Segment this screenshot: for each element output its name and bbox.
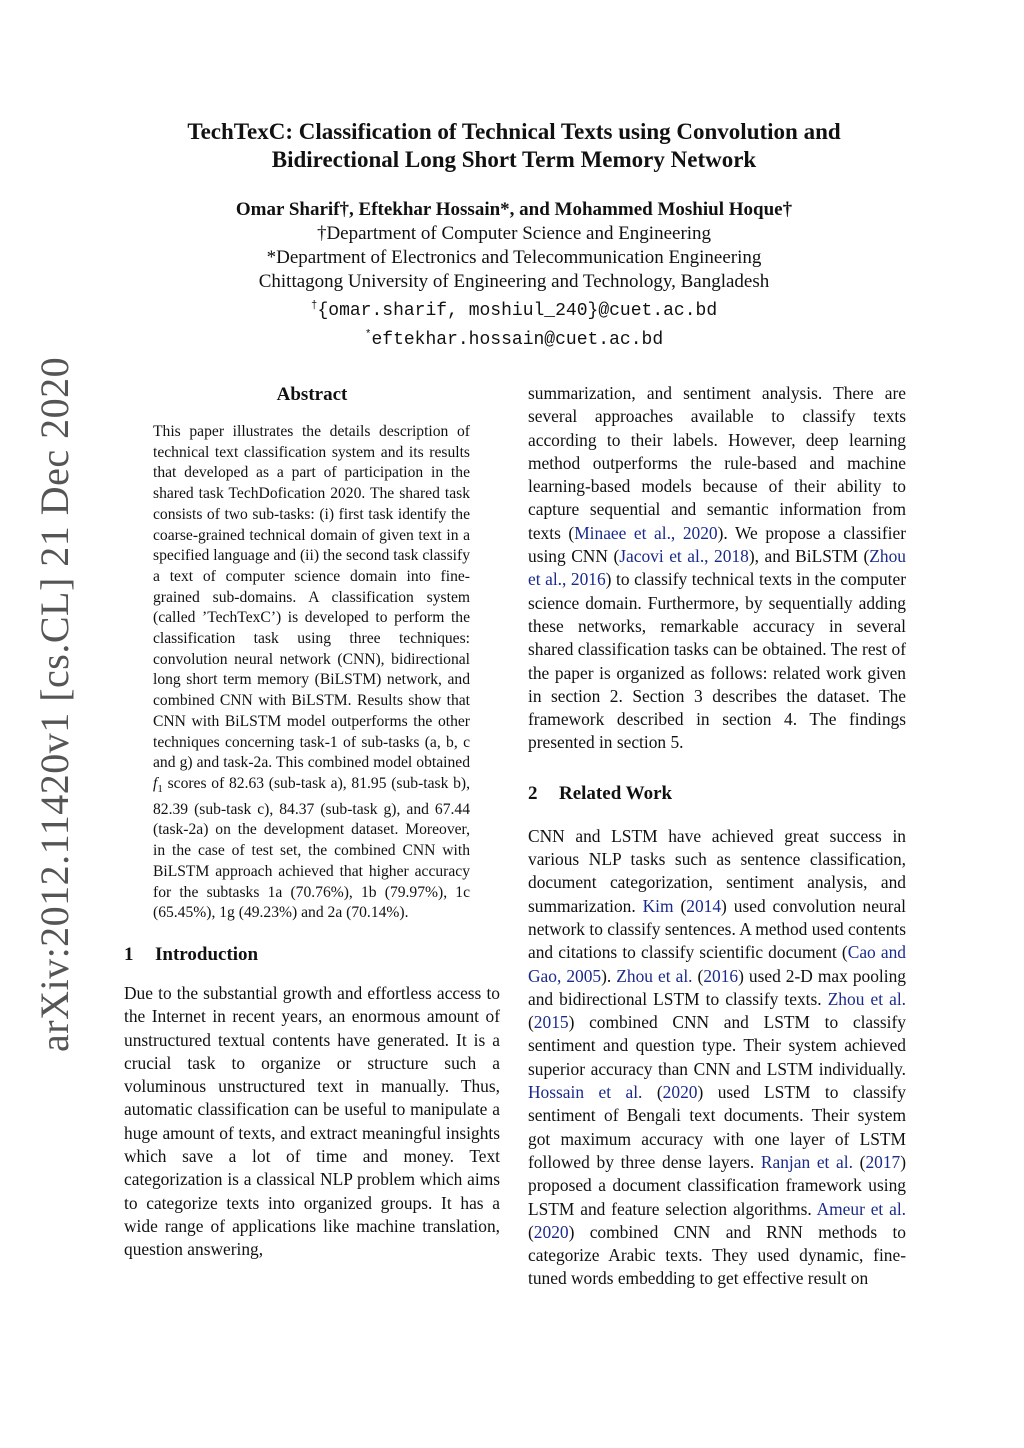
citation-year-link[interactable]: 2015 <box>533 1012 569 1033</box>
text-run: summarization, and sentiment analysis. There are several approaches available to classify texts according to their labels. However, deep learning method outperforms the rule-based and machine learning-based models because of their ability to capture sequential and semantic information from texts ( <box>528 383 906 543</box>
introduction-paragraph: Due to the substantial growth and effortless access to the Internet in recent years, an enormous amount of unstructured textual contents have generated. It is a crucial task to organize or structure such a voluminous unstructured text in manually. Thus, automatic classification can be useful to manipulate a huge amount of texts, and extract meaningful insights which save a lot of time and money. Text categorization is a classical NLP problem which aims to categorize texts into organized groups. It has a wide range of applications like machine translation, question answering, <box>124 982 500 1260</box>
citation-link[interactable]: Minaee et al., 2020 <box>574 522 718 543</box>
abstract-heading: Abstract <box>276 384 348 405</box>
author-names: Omar Sharif†, Eftekhar Hossain*, and Mohammed Moshiul Hoque† <box>235 199 793 220</box>
text-run: CNN and LSTM have achieved great success in various NLP tasks such as sentence classification, document categorization, sentiment analysis, and summarization. <box>528 825 906 916</box>
email-line <box>120 323 908 352</box>
affiliation-line: Chittagong University of Engineering and Technology, Bangladesh <box>258 271 770 292</box>
abstract-text-part: This paper illustrates the details description of technical text classification system and its results that developed as a part of participation in the shared task TechDofication 2020. The shared task consists of two sub-tasks: (i) first task identify the coarse-grained technical domain of given text in a specified language and (ii) the second task classify a text of computer science domain into fine-grained sub-domains. A classification system (called ’TechTexC’) is developed to perform the classification task using three techniques: convolution neural network (CNN), bidirectional long short term memory (BiLSTM) network, and combined CNN with BiLSTM. Results show that CNN with BiLSTM model outperforms the other techniques concerning task-1 of sub-tasks (a, b, c and g) and task-2a. This combined model obtained <box>153 423 470 772</box>
citation-year-link[interactable]: 2016 <box>703 965 739 986</box>
author-block <box>120 198 908 352</box>
citation-link[interactable]: Ameur et al. <box>816 1198 907 1219</box>
citation-link[interactable]: Hossain et al. <box>528 1082 643 1103</box>
affiliation-line: *Department of Electronics and Telecommunication Engineering <box>266 247 762 268</box>
section-heading-related-work <box>528 781 906 807</box>
section-number: 2 <box>528 782 538 804</box>
text-run: ). We propose a classifier using CNN ( <box>528 522 906 567</box>
introduction-continued <box>528 382 906 755</box>
section-heading-introduction <box>124 942 500 968</box>
email-mark: † <box>310 300 318 312</box>
f1-symbol <box>153 774 163 796</box>
email-mark: * <box>364 329 372 341</box>
text-run: ), and BiLSTM ( <box>748 546 870 567</box>
left-column <box>124 382 500 1262</box>
citation-link[interactable]: Kim <box>642 895 674 916</box>
title-line-2: Bidirectional Long Short Term Memory Network <box>271 147 757 172</box>
abstract-text-part: scores of 82.63 (sub-task a), 81.95 (sub-task b), 82.39 (sub-task c), 84.37 (sub-task g), and 67.44 (task-2a) on the development dataset. Moreover, in the case of test set, the combined CNN with BiLSTM approach achieved that higher accuracy for the subtasks 1a (70.76%), 1b (79.97%), 1c (65.45%), 1g (49.23%) and 2a (70.14%). <box>153 774 471 922</box>
citation-year-link[interactable]: 2020 <box>533 1221 569 1242</box>
citation-link[interactable]: Zhou et al. <box>827 988 906 1009</box>
email-line <box>120 294 908 323</box>
abstract-text <box>153 422 470 924</box>
text-run: combined CNN and LSTM to classify sentiment and question type. Their system achieved superior accuracy than CNN and LSTM individually. <box>528 1012 906 1079</box>
citation-link[interactable]: Zhou et al., 2016 <box>528 546 906 590</box>
affiliation-line: †Department of Computer Science and Engineering <box>316 223 712 244</box>
email-address[interactable]: {omar.sharif, moshiul_240}@cuet.ac.bd <box>317 301 718 321</box>
citation-year-link[interactable]: 2017 <box>865 1151 901 1172</box>
text-run: used LSTM to classify sentiment of Bengali text documents. Their system got maximum accuracy with one layer of LSTM followed by three dense layers. <box>528 1082 906 1172</box>
citation-link[interactable]: Zhou et al. <box>616 965 693 986</box>
section-number: 1 <box>124 943 134 965</box>
citation-link[interactable]: Cao and Gao, 2005 <box>528 942 906 986</box>
math-symbol: f <box>153 774 158 792</box>
right-column <box>528 382 906 1291</box>
title-line-1: TechTexC: Classification of Technical Texts using Convolution and <box>187 119 841 144</box>
text-run: ) to classify technical texts in the computer science domain. Furthermore, by sequentially adding these networks, remarkable accuracy in several shared classification tasks can be obtained. The rest of the paper is organized as follows: related work given in section 2. Section 3 describes the dataset. The framework described in section 4. The findings presented in section 5. <box>528 569 906 753</box>
math-subscript: 1 <box>157 783 163 796</box>
arxiv-identifier: arXiv:2012.11420v1 [cs.CL] 21 Dec 2020 <box>32 356 77 1052</box>
text-run: used convolution neural network to classify sentences. A method used contents and citations to classify scientific document ( <box>528 895 907 963</box>
paper-title <box>120 118 908 174</box>
citation-link[interactable]: Jacovi et al., 2018 <box>619 546 749 567</box>
text-run: combined CNN and RNN methods to categorize Arabic texts. They used dynamic, fine-tuned words embedding to get effective result on <box>528 1221 906 1289</box>
related-work-paragraph: CNN and LSTM have achieved great success in various NLP tasks such as sentence classification, document categorization, sentiment analysis, and summarization. Kim (2014) used convolution neural network to classify sentences. A method used contents and citations to classify scientific document (Cao and Gao, 2005). Zhou et al. (2016) used 2-D max pooling and bidirectional LSTM to classify texts. Zhou et al. (2015) combined CNN and LSTM to classify sentiment and question type. Their system achieved superior accuracy than CNN and LSTM individually. Hossain et al. (2020) used LSTM to classify sentiment of Bengali text documents. Their system got maximum accuracy with one layer of LSTM followed by three dense layers. Ranjan et al. (2017) proposed a document classification framework using LSTM and feature selection algorithms. Ameur et al. (2020) combined CNN and RNN methods to categorize Arabic texts. They used dynamic, fine-tuned words embedding to get effective result on <box>528 825 907 1289</box>
citation-link[interactable]: Ranjan et al. <box>760 1151 853 1172</box>
citation-year-link[interactable]: 2020 <box>662 1082 698 1103</box>
text-run: proposed a document classification framework using LSTM and feature selection algorithms. <box>528 1175 906 1219</box>
email-address[interactable]: eftekhar.hossain@cuet.ac.bd <box>371 330 664 350</box>
text-run: ). <box>601 965 617 986</box>
section-title: Related Work <box>559 782 673 804</box>
citation-year-link[interactable]: 2014 <box>686 895 722 916</box>
text-run: used 2-D max pooling and bidirectional LSTM to classify texts. <box>528 965 906 1009</box>
section-title: Introduction <box>155 943 259 965</box>
